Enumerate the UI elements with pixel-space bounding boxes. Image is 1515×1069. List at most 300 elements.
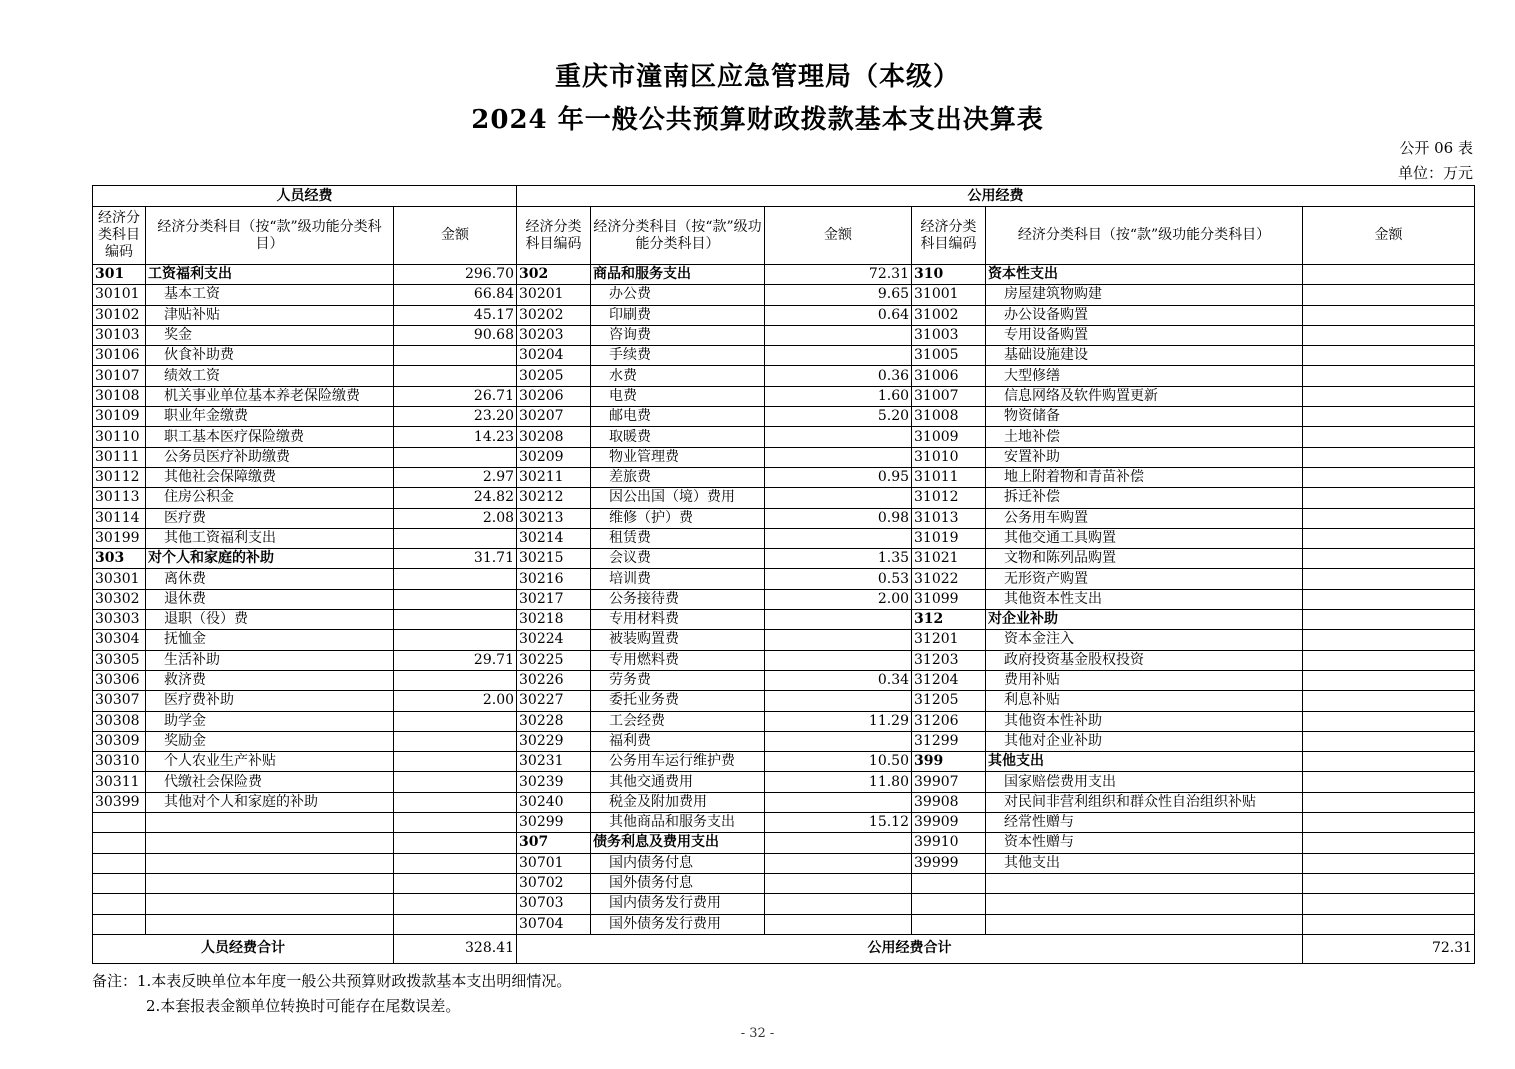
cell-name (146, 833, 394, 853)
cell-name-2: 福利费 (591, 731, 765, 751)
cell-code-2: 30215 (517, 549, 591, 569)
cell-name-3: 物资储备 (986, 407, 1303, 427)
cell-code: 30113 (93, 488, 146, 508)
cell-code-3: 39907 (912, 772, 986, 792)
cell-code-3: 31012 (912, 488, 986, 508)
table-row (93, 508, 1475, 528)
cell-code-3: 31010 (912, 447, 986, 467)
cell-code-2: 30703 (517, 894, 591, 914)
cell-amount-3 (1303, 569, 1475, 589)
cell-amount: 24.82 (394, 488, 517, 508)
cell-amount-3 (1303, 447, 1475, 467)
cell-amount-3 (1303, 386, 1475, 406)
cell-code: 30399 (93, 792, 146, 812)
cell-name-3: 安置补助 (986, 447, 1303, 467)
cell-amount: 2.08 (394, 508, 517, 528)
cell-name-2: 取暖费 (591, 427, 765, 447)
cell-amount-3 (1303, 589, 1475, 609)
cell-code: 30305 (93, 650, 146, 670)
table-row (93, 346, 1475, 366)
cell-amount-2: 5.20 (765, 407, 912, 427)
cell-amount-2 (765, 528, 912, 548)
table-row (93, 752, 1475, 772)
cell-code: 30110 (93, 427, 146, 447)
cell-name-3: 对民间非营利组织和群众性自治组织补贴 (986, 792, 1303, 812)
cell-name-3: 办公设备购置 (986, 305, 1303, 325)
cell-code-3: 31022 (912, 569, 986, 589)
cell-code: 30107 (93, 366, 146, 386)
cell-amount: 2.00 (394, 691, 517, 711)
cell-name (146, 894, 394, 914)
cell-code-3: 31099 (912, 589, 986, 609)
cell-amount: 31.71 (394, 549, 517, 569)
cell-code-2: 30229 (517, 731, 591, 751)
cell-name-2: 劳务费 (591, 670, 765, 690)
personnel-total-value: 328.41 (394, 934, 517, 963)
cell-amount-2: 0.34 (765, 670, 912, 690)
cell-name-3: 基础设施建设 (986, 346, 1303, 366)
cell-name: 其他社会保障缴费 (146, 467, 394, 487)
cell-amount-2: 15.12 (765, 813, 912, 833)
cell-name: 职工基本医疗保险缴费 (146, 427, 394, 447)
cell-amount (394, 447, 517, 467)
cell-amount-3 (1303, 366, 1475, 386)
table-row (93, 610, 1475, 630)
cell-name: 退职（役）费 (146, 610, 394, 630)
cell-name (146, 813, 394, 833)
cell-name-3: 费用补贴 (986, 670, 1303, 690)
cell-code-3: 31005 (912, 346, 986, 366)
cell-amount-3 (1303, 813, 1475, 833)
cell-amount-3 (1303, 305, 1475, 325)
budget-table (92, 185, 1475, 964)
cell-amount (394, 610, 517, 630)
cell-amount-2 (765, 792, 912, 812)
cell-code-2: 30207 (517, 407, 591, 427)
cell-code-3: 31011 (912, 467, 986, 487)
cell-code: 30302 (93, 589, 146, 609)
cell-amount-3 (1303, 670, 1475, 690)
table-row (93, 386, 1475, 406)
cell-code-2: 30217 (517, 589, 591, 609)
cell-name: 津贴补贴 (146, 305, 394, 325)
cell-code (93, 813, 146, 833)
cell-name-3: 其他对企业补助 (986, 731, 1303, 751)
cell-amount-3 (1303, 488, 1475, 508)
cell-amount-2 (765, 833, 912, 853)
cell-name-3: 其他资本性补助 (986, 711, 1303, 731)
cell-code: 30307 (93, 691, 146, 711)
cell-name-3: 政府投资基金股权投资 (986, 650, 1303, 670)
cell-name-3: 文物和陈列品购置 (986, 549, 1303, 569)
cell-name: 生活补助 (146, 650, 394, 670)
cell-amount-2 (765, 610, 912, 630)
cell-name-3: 国家赔偿费用支出 (986, 772, 1303, 792)
cell-amount-2 (765, 346, 912, 366)
cell-name-2: 委托业务费 (591, 691, 765, 711)
cell-amount-2 (765, 894, 912, 914)
cell-code-2: 30204 (517, 346, 591, 366)
cell-name-2: 维修（护）费 (591, 508, 765, 528)
cell-code-2: 30205 (517, 366, 591, 386)
cell-code: 30101 (93, 285, 146, 305)
cell-code-2: 30208 (517, 427, 591, 447)
cell-amount (394, 914, 517, 934)
cell-code: 30111 (93, 447, 146, 467)
table-row (93, 772, 1475, 792)
note-2: 2.本套报表金额单位转换时可能存在尾数误差。 (146, 997, 461, 1015)
cell-amount (394, 630, 517, 650)
cell-name: 职业年金缴费 (146, 407, 394, 427)
cell-name: 机关事业单位基本养老保险缴费 (146, 386, 394, 406)
cell-amount-3 (1303, 630, 1475, 650)
cell-amount-3 (1303, 610, 1475, 630)
cell-code-2: 30702 (517, 873, 591, 893)
cell-name-2: 专用材料费 (591, 610, 765, 630)
cell-amount: 26.71 (394, 386, 517, 406)
cell-name-3: 对企业补助 (986, 610, 1303, 630)
cell-code: 30114 (93, 508, 146, 528)
unit-label: 单位：万元 (1397, 164, 1473, 182)
cell-amount-3 (1303, 650, 1475, 670)
header-amount-3: 金额 (1303, 207, 1475, 265)
cell-code-2: 30203 (517, 325, 591, 345)
cell-amount-2: 1.60 (765, 386, 912, 406)
cell-name: 救济费 (146, 670, 394, 690)
cell-amount-3 (1303, 265, 1475, 285)
cell-code-2: 30226 (517, 670, 591, 690)
cell-name: 医疗费 (146, 508, 394, 528)
cell-code: 30308 (93, 711, 146, 731)
cell-name: 公务员医疗补助缴费 (146, 447, 394, 467)
cell-name-3: 其他支出 (986, 853, 1303, 873)
cell-amount (394, 589, 517, 609)
cell-name-3: 其他交通工具购置 (986, 528, 1303, 548)
cell-code: 30306 (93, 670, 146, 690)
cell-name-3 (986, 873, 1303, 893)
cell-amount-3 (1303, 772, 1475, 792)
cell-amount (394, 366, 517, 386)
cell-code-2: 30231 (517, 752, 591, 772)
cell-name-2: 债务利息及费用支出 (591, 833, 765, 853)
cell-code-3: 310 (912, 265, 986, 285)
cell-amount-2: 0.36 (765, 366, 912, 386)
cell-name: 助学金 (146, 711, 394, 731)
cell-name: 抚恤金 (146, 630, 394, 650)
header-name: 经济分类科目（按“款”级功能分类科目） (146, 207, 394, 265)
cell-code-3: 31002 (912, 305, 986, 325)
cell-code (93, 894, 146, 914)
cell-amount-3 (1303, 833, 1475, 853)
cell-code: 30303 (93, 610, 146, 630)
cell-name-2: 会议费 (591, 549, 765, 569)
cell-code-2: 30299 (517, 813, 591, 833)
cell-name (146, 873, 394, 893)
cell-amount-3 (1303, 427, 1475, 447)
cell-name-2: 专用燃料费 (591, 650, 765, 670)
table-row (93, 670, 1475, 690)
page-title: 重庆市潼南区应急管理局（本级） (554, 62, 960, 92)
cell-amount: 29.71 (394, 650, 517, 670)
cell-name: 住房公积金 (146, 488, 394, 508)
header-code-2: 经济分类科目编码 (517, 207, 591, 265)
cell-amount-2: 1.35 (765, 549, 912, 569)
page-number: - 32 - (740, 1026, 775, 1041)
cell-code-3: 31299 (912, 731, 986, 751)
cell-amount (394, 752, 517, 772)
cell-amount (394, 731, 517, 751)
cell-amount-2: 72.31 (765, 265, 912, 285)
header-name-2: 经济分类科目（按“款”级功能分类科目） (591, 207, 765, 265)
cell-amount (394, 772, 517, 792)
cell-amount-3 (1303, 853, 1475, 873)
cell-amount-2: 11.80 (765, 772, 912, 792)
cell-name-2: 国内债务付息 (591, 853, 765, 873)
cell-code-3: 31201 (912, 630, 986, 650)
cell-amount-3 (1303, 467, 1475, 487)
cell-name-2: 其他商品和服务支出 (591, 813, 765, 833)
section-personnel: 人员经费 (93, 186, 517, 207)
table-row (93, 833, 1475, 853)
table-row (93, 853, 1475, 873)
header-code-3: 经济分类科目编码 (912, 207, 986, 265)
cell-amount-2 (765, 427, 912, 447)
cell-name-2: 被装购置费 (591, 630, 765, 650)
cell-name-2: 公务用车运行维护费 (591, 752, 765, 772)
table-row (93, 407, 1475, 427)
cell-amount: 90.68 (394, 325, 517, 345)
cell-code: 30309 (93, 731, 146, 751)
header-name-3: 经济分类科目（按“款”级功能分类科目） (986, 207, 1303, 265)
cell-name-3: 其他资本性支出 (986, 589, 1303, 609)
cell-amount (394, 346, 517, 366)
cell-amount-2 (765, 691, 912, 711)
public-total-value: 72.31 (1303, 934, 1475, 963)
cell-amount (394, 670, 517, 690)
cell-amount-2: 0.98 (765, 508, 912, 528)
cell-name-2: 工会经费 (591, 711, 765, 731)
cell-amount: 2.97 (394, 467, 517, 487)
cell-name-2: 国内债务发行费用 (591, 894, 765, 914)
table-row (93, 285, 1475, 305)
cell-name-3: 经常性赠与 (986, 813, 1303, 833)
cell-amount-3 (1303, 346, 1475, 366)
cell-amount (394, 528, 517, 548)
cell-name: 离休费 (146, 569, 394, 589)
table-row (93, 914, 1475, 934)
cell-code-3: 31019 (912, 528, 986, 548)
cell-code: 30310 (93, 752, 146, 772)
cell-code-2: 30213 (517, 508, 591, 528)
cell-amount-3 (1303, 325, 1475, 345)
header-amount-2: 金额 (765, 207, 912, 265)
cell-code-3 (912, 914, 986, 934)
note-1: 备注：1.本表反映单位本年度一般公共预算财政拨款基本支出明细情况。 (92, 972, 572, 990)
cell-name: 医疗费补助 (146, 691, 394, 711)
cell-amount-2: 2.00 (765, 589, 912, 609)
cell-amount: 66.84 (394, 285, 517, 305)
cell-name-3: 信息网络及软件购置更新 (986, 386, 1303, 406)
cell-code-2: 307 (517, 833, 591, 853)
cell-name-3 (986, 914, 1303, 934)
cell-amount: 45.17 (394, 305, 517, 325)
cell-name-2: 咨询费 (591, 325, 765, 345)
cell-amount-3 (1303, 691, 1475, 711)
cell-code-2: 30212 (517, 488, 591, 508)
cell-amount-3 (1303, 731, 1475, 751)
cell-amount-2: 0.53 (765, 569, 912, 589)
table-row (93, 467, 1475, 487)
cell-name: 个人农业生产补贴 (146, 752, 394, 772)
cell-code-2: 30227 (517, 691, 591, 711)
cell-code-2: 30240 (517, 792, 591, 812)
cell-name: 代缴社会保险费 (146, 772, 394, 792)
cell-name-2: 水费 (591, 366, 765, 386)
cell-code-2: 302 (517, 265, 591, 285)
cell-name-3: 利息补贴 (986, 691, 1303, 711)
table-row (93, 325, 1475, 345)
header-code: 经济分类科目编码 (93, 207, 146, 265)
cell-amount-3 (1303, 528, 1475, 548)
cell-name: 对个人和家庭的补助 (146, 549, 394, 569)
table-row (93, 549, 1475, 569)
cell-code-2: 30218 (517, 610, 591, 630)
table-row (93, 813, 1475, 833)
total-row (93, 934, 1475, 963)
cell-name: 绩效工资 (146, 366, 394, 386)
table-row (93, 528, 1475, 548)
cell-code-2: 30201 (517, 285, 591, 305)
cell-code-2: 30202 (517, 305, 591, 325)
cell-name-2: 其他交通费用 (591, 772, 765, 792)
cell-amount-3 (1303, 894, 1475, 914)
cell-amount-2: 9.65 (765, 285, 912, 305)
cell-amount-2 (765, 914, 912, 934)
cell-code-3: 39910 (912, 833, 986, 853)
cell-amount-3 (1303, 914, 1475, 934)
section-public: 公用经费 (517, 186, 1475, 207)
cell-name-2: 公务接待费 (591, 589, 765, 609)
table-row (93, 265, 1475, 285)
cell-code: 30103 (93, 325, 146, 345)
cell-amount (394, 894, 517, 914)
cell-name-2: 物业管理费 (591, 447, 765, 467)
table-row (93, 894, 1475, 914)
cell-amount-3 (1303, 285, 1475, 305)
cell-name-2: 因公出国（境）费用 (591, 488, 765, 508)
cell-amount-2 (765, 630, 912, 650)
cell-name-3: 资本金注入 (986, 630, 1303, 650)
cell-amount-3 (1303, 549, 1475, 569)
table-row (93, 792, 1475, 812)
cell-name-2: 办公费 (591, 285, 765, 305)
cell-code: 30108 (93, 386, 146, 406)
cell-amount-2: 11.29 (765, 711, 912, 731)
cell-amount-3 (1303, 752, 1475, 772)
cell-amount-2 (765, 873, 912, 893)
table-row (93, 488, 1475, 508)
public-total-label: 公用经费合计 (517, 934, 1303, 963)
cell-code: 30109 (93, 407, 146, 427)
cell-name-3: 专用设备购置 (986, 325, 1303, 345)
cell-code: 30106 (93, 346, 146, 366)
cell-name-2: 租赁费 (591, 528, 765, 548)
personnel-total-label: 人员经费合计 (93, 934, 394, 963)
cell-code-3: 31203 (912, 650, 986, 670)
cell-code (93, 853, 146, 873)
cell-name: 其他工资福利支出 (146, 528, 394, 548)
cell-amount (394, 873, 517, 893)
cell-code: 30301 (93, 569, 146, 589)
cell-amount-3 (1303, 407, 1475, 427)
table-row (93, 305, 1475, 325)
cell-name-3: 地上附着物和青苗补偿 (986, 467, 1303, 487)
cell-name-2: 培训费 (591, 569, 765, 589)
cell-code-3: 31204 (912, 670, 986, 690)
cell-code-2: 30206 (517, 386, 591, 406)
cell-name-3: 其他支出 (986, 752, 1303, 772)
cell-code: 30112 (93, 467, 146, 487)
table-row (93, 366, 1475, 386)
cell-amount-2 (765, 447, 912, 467)
table-row (93, 650, 1475, 670)
cell-amount (394, 711, 517, 731)
cell-code-2: 30224 (517, 630, 591, 650)
cell-code-2: 30228 (517, 711, 591, 731)
cell-amount (394, 813, 517, 833)
cell-name-3: 资本性支出 (986, 265, 1303, 285)
cell-code-2: 30211 (517, 467, 591, 487)
cell-name-2: 手续费 (591, 346, 765, 366)
cell-name: 基本工资 (146, 285, 394, 305)
cell-code-2: 30701 (517, 853, 591, 873)
table-row (93, 873, 1475, 893)
table-row (93, 630, 1475, 650)
cell-amount: 23.20 (394, 407, 517, 427)
cell-name-2: 税金及附加费用 (591, 792, 765, 812)
cell-amount-2: 0.95 (765, 467, 912, 487)
cell-name-3: 无形资产购置 (986, 569, 1303, 589)
cell-code (93, 833, 146, 853)
table-row (93, 711, 1475, 731)
cell-code (93, 873, 146, 893)
form-number: 公开 06 表 (1399, 139, 1473, 157)
cell-code-3 (912, 873, 986, 893)
cell-amount (394, 833, 517, 853)
cell-code-3: 312 (912, 610, 986, 630)
cell-name-3: 大型修缮 (986, 366, 1303, 386)
cell-amount: 296.70 (394, 265, 517, 285)
table-row (93, 427, 1475, 447)
cell-code-3: 31021 (912, 549, 986, 569)
cell-code-3: 39999 (912, 853, 986, 873)
cell-amount-2: 0.64 (765, 305, 912, 325)
cell-amount (394, 853, 517, 873)
cell-code-3: 31003 (912, 325, 986, 345)
cell-code-2: 30216 (517, 569, 591, 589)
cell-code: 301 (93, 265, 146, 285)
table-row (93, 691, 1475, 711)
cell-name-3 (986, 894, 1303, 914)
cell-amount-2 (765, 853, 912, 873)
cell-name: 其他对个人和家庭的补助 (146, 792, 394, 812)
cell-amount-2: 10.50 (765, 752, 912, 772)
cell-code-2: 30704 (517, 914, 591, 934)
cell-amount-3 (1303, 508, 1475, 528)
table-row (93, 731, 1475, 751)
table-row (93, 589, 1475, 609)
cell-code: 30102 (93, 305, 146, 325)
